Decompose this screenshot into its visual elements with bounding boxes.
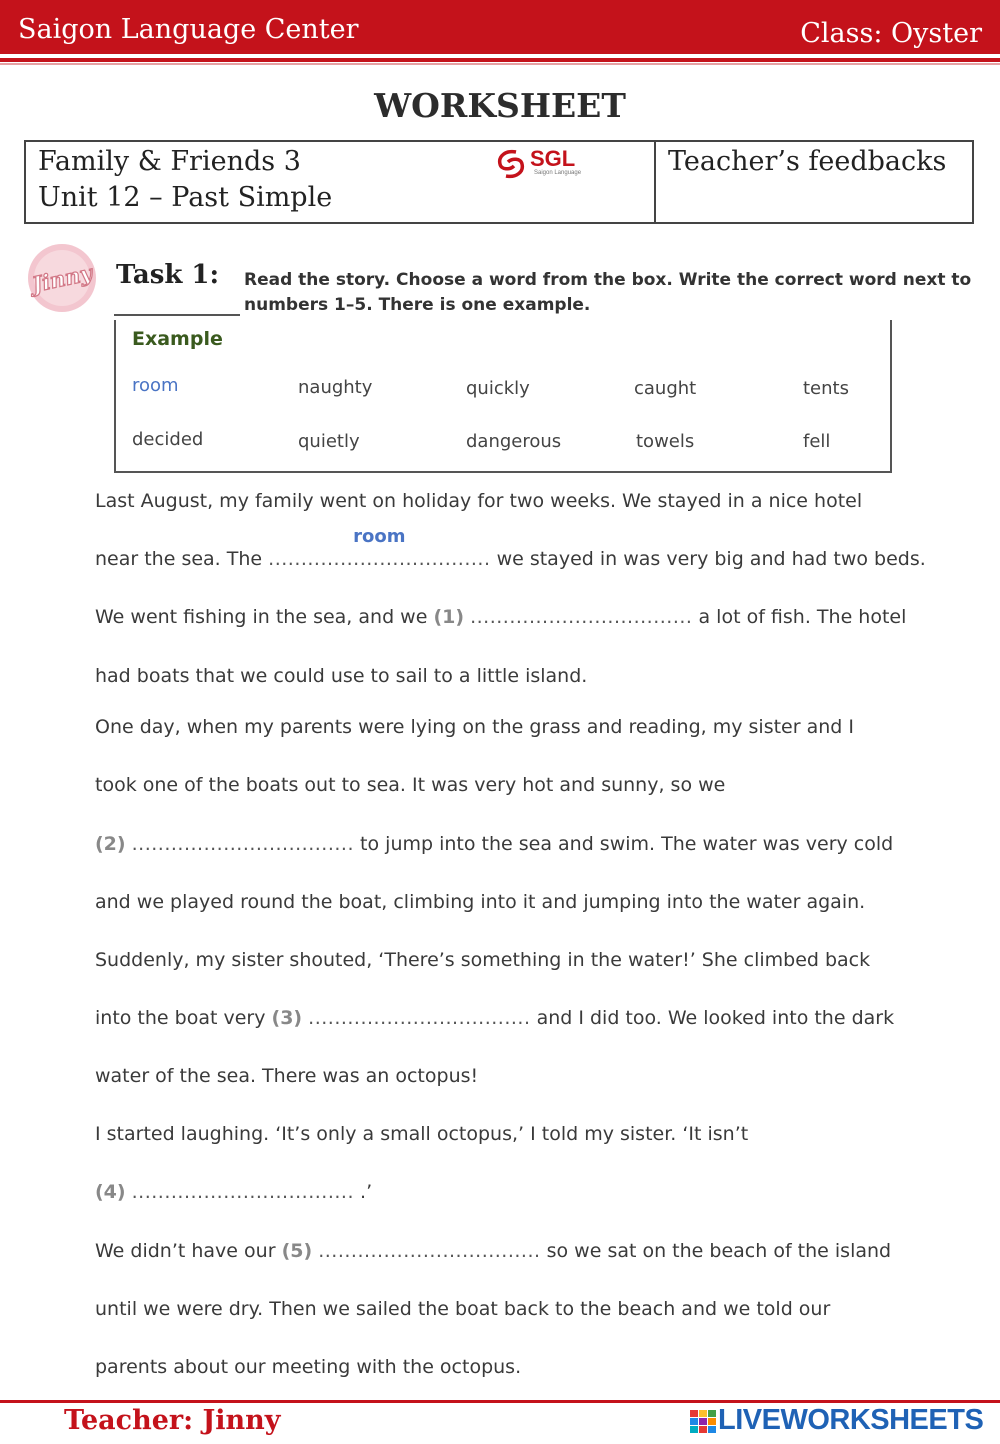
- page-title: WORKSHEET: [374, 86, 626, 125]
- story-line: until we were dry. Then we sailed the boat back to the beach and we told our: [95, 1298, 831, 1320]
- word-option: dangerous: [466, 431, 562, 452]
- word-option: tents: [803, 378, 849, 399]
- jinny-badge-icon: [24, 242, 100, 314]
- answer-blank-2[interactable]: ..................................: [131, 833, 354, 855]
- story-line: We didn’t have our (5) .................................. so we sat on the beach of the island: [95, 1240, 892, 1262]
- story-line: Suddenly, my sister shouted, ‘There’s something in the water!’ She climbed back: [95, 949, 871, 971]
- story-line: had boats that we could use to sail to a little island.: [95, 665, 588, 687]
- story-line: into the boat very (3) .................................. and I did too. We looked into the dark: [95, 1007, 895, 1029]
- story-line: water of the sea. There was an octopus!: [95, 1065, 479, 1087]
- task-instruction: Read the story. Choose a word from the box. Write the correct word next to numbers 1–5. There is one example.: [244, 270, 972, 315]
- word-option: caught: [634, 378, 697, 399]
- header-divider: [0, 58, 1000, 62]
- answer-blank-1[interactable]: ..................................: [470, 606, 693, 628]
- question-number: (3): [271, 1007, 303, 1029]
- task-label: Task 1:: [116, 260, 220, 290]
- answer-blank-5[interactable]: ..................................: [318, 1240, 541, 1262]
- logo-text: SGL: [530, 146, 576, 171]
- info-table-divider: [654, 140, 656, 224]
- footer-divider: [0, 1400, 1000, 1403]
- class-label: Class: Oyster: [800, 18, 982, 49]
- story-line: One day, when my parents were lying on the grass and reading, my sister and I: [95, 716, 854, 738]
- header-divider-light: [0, 63, 1000, 65]
- book-title: Family & Friends 3: [38, 146, 301, 177]
- question-number: (2): [95, 833, 126, 855]
- answer-blank-4[interactable]: ..................................: [131, 1181, 354, 1203]
- story-line: I started laughing. ‘It’s only a small octopus,’ I told my sister. ‘It isn’t: [95, 1123, 749, 1145]
- story-line: (4) .................................. .’: [95, 1181, 373, 1203]
- word-example: room: [132, 375, 179, 396]
- question-number: (5): [281, 1240, 313, 1262]
- center-name: Saigon Language Center: [18, 14, 359, 45]
- story-line: (2) .................................. to jump into the sea and swim. The water was very cold: [95, 833, 894, 855]
- example-answer-blank: room ..................................: [268, 526, 491, 570]
- story-line: near the sea. The room .................................. we stayed in was very big and had two beds.: [95, 526, 926, 570]
- jinny-badge-text: Jinny: [29, 259, 95, 298]
- logo-subtext: Saigon Language: [534, 170, 582, 176]
- answer-blank-3[interactable]: ..................................: [308, 1007, 531, 1029]
- word-option: towels: [636, 431, 695, 452]
- unit-title: Unit 12 – Past Simple: [38, 182, 333, 213]
- teacher-name: Teacher: Jinny: [64, 1405, 281, 1436]
- word-option: quickly: [466, 378, 530, 399]
- story-line: took one of the boats out to sea. It was very hot and sunny, so we: [95, 774, 726, 796]
- liveworksheets-logo-icon: [690, 1410, 716, 1434]
- teacher-feedback-label: Teacher’s feedbacks: [668, 146, 947, 177]
- word-option: quietly: [298, 431, 360, 452]
- question-number: (1): [433, 606, 465, 628]
- question-number: (4): [95, 1181, 126, 1203]
- word-option: naughty: [298, 377, 373, 398]
- example-label: Example: [132, 328, 223, 350]
- word-option: fell: [803, 431, 831, 452]
- word-option: decided: [132, 429, 204, 450]
- story-line: We went fishing in the sea, and we (1) .................................. a lot of fish. The hotel: [95, 606, 907, 628]
- story-line: Last August, my family went on holiday for two weeks. We stayed in a nice hotel: [95, 490, 863, 512]
- liveworksheets-brand[interactable]: LIVEWORKSHEETS: [718, 1404, 984, 1436]
- story-line: and we played round the boat, climbing into it and jumping into the water again.: [95, 891, 866, 913]
- task-underline: [114, 314, 240, 316]
- example-answer: room: [353, 526, 406, 547]
- story-line: parents about our meeting with the octopus.: [95, 1356, 522, 1378]
